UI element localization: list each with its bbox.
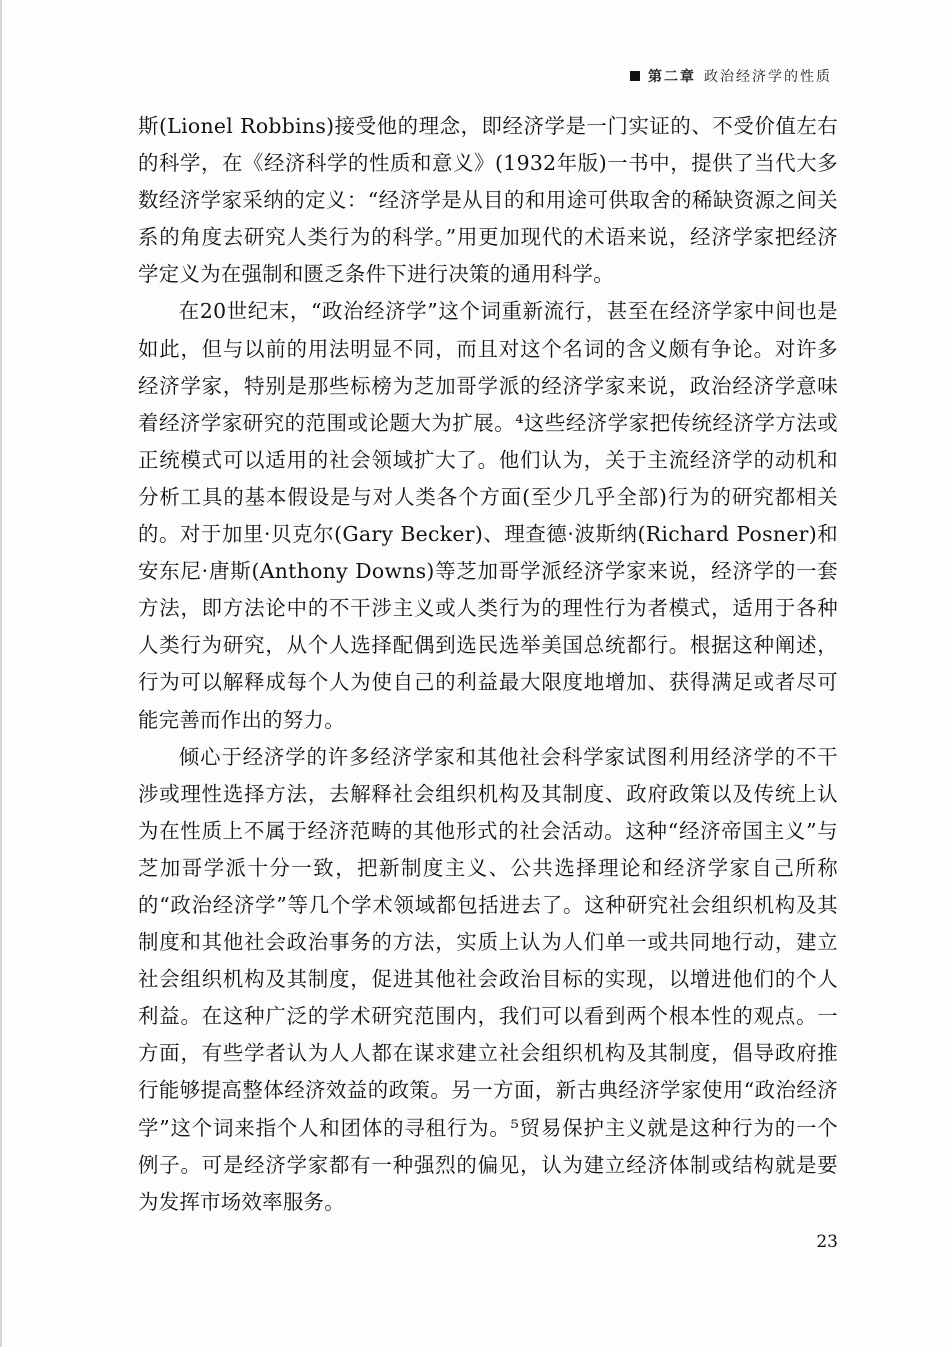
chapter-title: 政治经济学的性质 xyxy=(704,69,832,85)
paragraph-2: 在20世纪末，“政治经济学”这个词重新流行，甚至在经济学家中间也是如此，但与以前的用法明显不同，而且对这个名词的含义颇有争论。对许多经济学家，特别是那些标榜为芝加哥学派的经济学家来说，政治经济学意味着经济学家研究的范围或论题大为扩展。⁴这些经济学家把传统经济学方法或正统模式可以适用的社会领域扩大了。他们认为，关于主流经济学的动机和分析工具的基本假设是与对人类各个方面(至少几乎全部)行为的研究都相关的。对于加里·贝克尔(Gary Becker)、理查德·波斯纳(Richard Posner)和安东尼·唐斯(Anthony Downs)等芝加哥学派经济学家来说，经济学的一套方法，即方法论中的不干涉主义或人类行为的理性行为者模式，适用于各种人类行为研究，从个人选择配偶到选民选举美国总统都行。根据这种阐述，行为可以解释成每个人为使自己的利益最大限度地增加、获得满足或者尽可能完善而作出的努力。 xyxy=(138,299,838,732)
square-bullet-icon xyxy=(630,71,640,81)
paragraph-1: 斯(Lionel Robbins)接受他的理念，即经济学是一门实证的、不受价值左右的科学，在《经济科学的性质和意义》(1932年版)一书中，提供了当代大多数经济学家采纳的定义：“经济学是从目的和用途可供取舍的稀缺资源之间关系的角度去研究人类行为的科学。”用更加现代的术语来说，经济学家把经济学定义为在强制和匮乏条件下进行决策的通用科学。 xyxy=(138,114,838,287)
scan-edge-left xyxy=(0,0,2,1347)
running-header xyxy=(630,66,832,86)
chapter-label: 第二章 xyxy=(648,69,696,85)
body-text xyxy=(138,108,838,1221)
paragraph-3: 倾心于经济学的许多经济学家和其他社会科学家试图利用经济学的不干涉或理性选择方法，去解释社会组织机构及其制度、政府政策以及传统上认为在性质上不属于经济范畴的其他形式的社会活动。这种“经济帝国主义”与芝加哥学派十分一致，把新制度主义、公共选择理论和经济学家自己所称的“政治经济学”等几个学术领域都包括进去了。这种研究社会组织机构及其制度和其他社会政治事务的方法，实质上认为人们单一或共同地行动，建立社会组织机构及其制度，促进其他社会政治目标的实现，以增进他们的个人利益。在这种广泛的学术研究范围内，我们可以看到两个根本性的观点。一方面，有些学者认为人人都在谋求建立社会组织机构及其制度，倡导政府推行能够提高整体经济效益的政策。另一方面，新古典经济学家使用“政治经济学”这个词来指个人和团体的寻租行为。⁵贸易保护主义就是这种行为的一个例子。可是经济学家都有一种强烈的偏见，认为建立经济体制或结构就是要为发挥市场效率服务。 xyxy=(138,744,838,1214)
page-number: 23 xyxy=(816,1232,838,1252)
